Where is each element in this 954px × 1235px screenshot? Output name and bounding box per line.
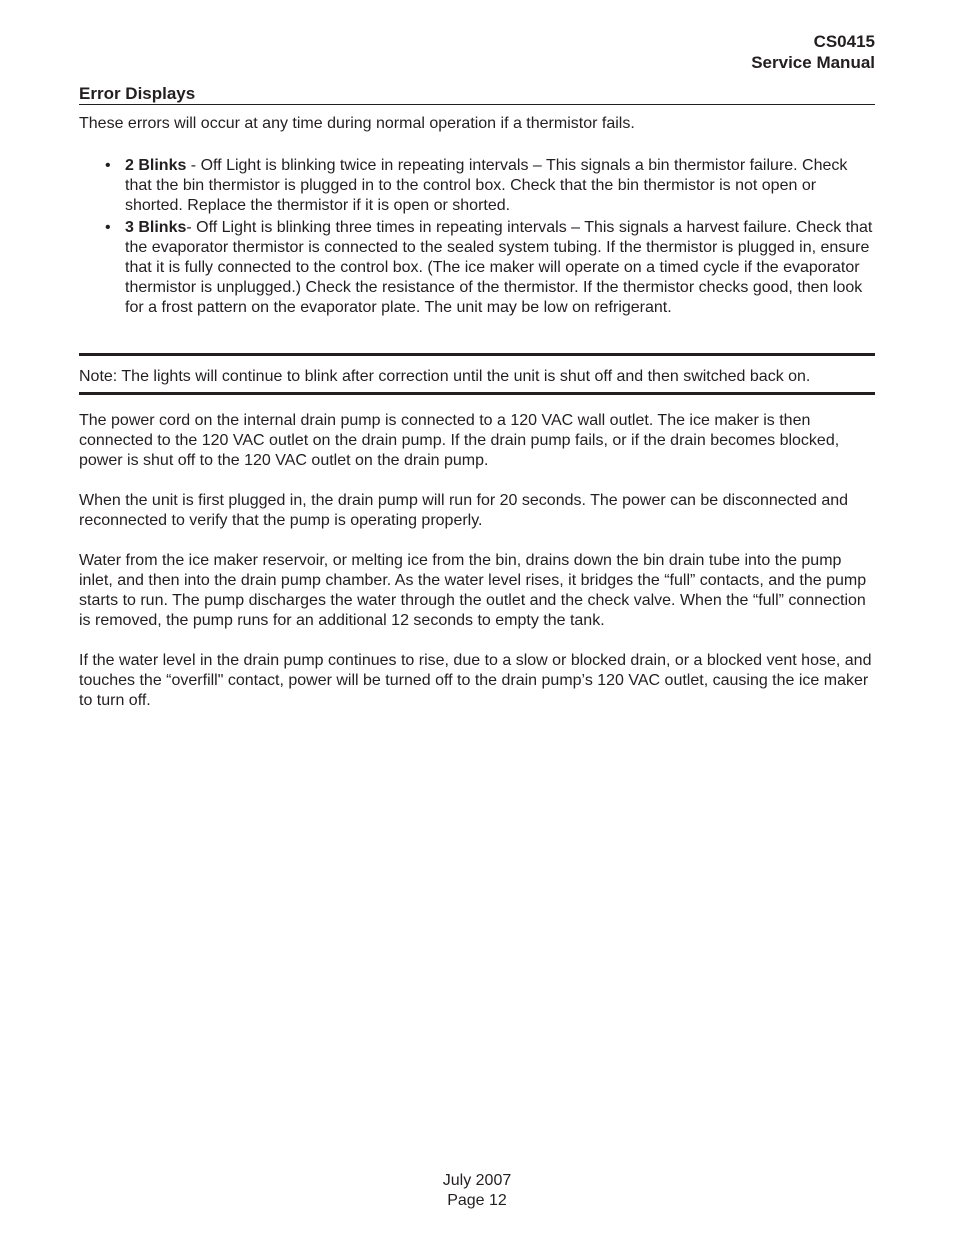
section-title: Error Displays (79, 84, 875, 105)
bullet-marker: • (105, 219, 111, 236)
page-footer (0, 1171, 954, 1211)
page-number: Page 12 (447, 1192, 507, 1209)
error-description: - Off Light is blinking three times in repeating intervals – This signals a harvest failure. Check that the evaporator thermistor is connected to the sealed system tubing. If the thermistor is plugged in, ensure that it is fully connected to the control box. (The ice maker will operate on a timed cycle if the evaporator thermistor is unplugged.) Check the resistance of the thermistor. If the thermistor checks good, then look for a frost pattern on the evaporator plate. The unit may be low on refrigerant. (125, 219, 873, 316)
paragraph-drain-pump-power: The power cord on the internal drain pump is connected to a 120 VAC wall outlet. The ice maker is then connected to the 120 VAC outlet on the drain pump. If the drain pump fails, or if the drain becomes blocked, power is shut off to the 120 VAC outlet on the drain pump. (79, 412, 840, 469)
error-label: 3 Blinks (125, 219, 187, 236)
paragraph-overfill: If the water level in the drain pump continues to rise, due to a slow or blocked drain, or a blocked vent hose, and touches the “overfill" contact, power will be turned off to the drain pump’s 120 VAC outlet, causing the ice maker to turn off. (79, 652, 872, 709)
note-box (79, 353, 875, 395)
paragraph-drain-operation: Water from the ice maker reservoir, or melting ice from the bin, drains down the bin drain tube into the pump inlet, and then into the drain pump chamber. As the water level rises, it bridges the “full” contacts, and the pump starts to run. The pump discharges the water through the outlet and the check valve. When the “full” connection is removed, the pump runs for an additional 12 seconds to empty the tank. (79, 552, 867, 629)
note-text: Note: The lights will continue to blink after correction until the unit is shut off and then switched back on. (79, 368, 811, 385)
error-description: - Off Light is blinking twice in repeating intervals – This signals a bin thermistor failure. Check that the bin thermistor is plugged in to the control box. Check that the bin thermistor is not open or shorted. Replace the thermistor if it is open or shorted. (125, 157, 848, 214)
list-item (105, 156, 875, 216)
document-type: Service Manual (751, 53, 875, 72)
error-label: 2 Blinks (125, 157, 187, 174)
error-list (105, 156, 875, 320)
document-header (751, 31, 875, 73)
list-item (105, 218, 875, 318)
footer-date: July 2007 (442, 1172, 512, 1189)
bullet-marker: • (105, 157, 111, 174)
paragraph-startup: When the unit is first plugged in, the drain pump will run for 20 seconds. The power can be disconnected and reconnected to verify that the pump is operating properly. (79, 492, 849, 529)
document-code: CS0415 (813, 32, 875, 51)
intro-text: These errors will occur at any time during normal operation if a thermistor fails. (79, 115, 635, 132)
